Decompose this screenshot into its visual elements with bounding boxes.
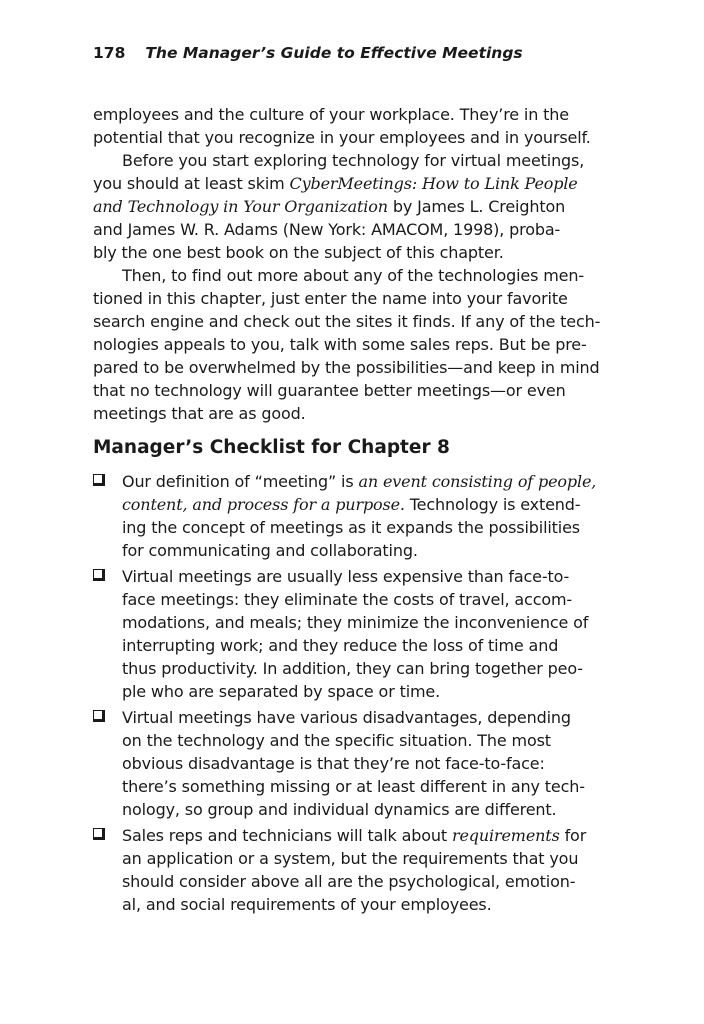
text-line [122,706,653,729]
italic-text: an event consisting of people, [358,472,597,491]
checkbox-icon [93,569,105,581]
text-segment: modations, and meals; they minimize the inconvenience of [122,613,589,632]
text-line [122,729,653,752]
text-line [122,657,653,680]
italic-text: and Technology in Your Organization [93,197,388,216]
text-segment: employees and the culture of your workplace. They’re in the [93,105,569,124]
text-line [122,824,653,847]
text-segment: should consider above all are the psychological, emotion- [122,872,576,891]
text-line [122,847,653,870]
text-line [122,775,653,798]
text-segment: an application or a system, but the requirements that you [122,849,579,868]
text-segment: for [559,826,587,845]
page-number: 178 [93,44,126,62]
text-segment: Technology is extend- [404,495,581,514]
text-line [93,356,633,379]
italic-text: CyberMeetings: How to Link People [289,174,578,193]
checklist-item [93,470,653,562]
text-line [122,798,653,821]
text-segment: Virtual meetings are usually less expensive than face-to- [122,567,570,586]
text-segment: there’s something missing or at least different in any tech- [122,777,585,796]
checkbox-icon [93,828,105,840]
text-segment: and James W. R. Adams (New York: AMACOM, 1998), proba- [93,220,561,239]
text-segment: ing the concept of meetings as it expands the possibilities [122,518,580,537]
running-header [93,44,523,62]
text-segment: nologies appeals to you, talk with some sales reps. But be pre- [93,335,587,354]
text-segment: bly the one best book on the subject of this chapter. [93,243,504,262]
text-segment: by James L. Creighton [387,197,566,216]
text-segment: nology, so group and individual dynamics are different. [122,800,557,819]
text-line [93,287,633,310]
text-segment: you should at least skim [93,174,290,193]
text-segment: Before you start exploring technology for virtual meetings, [122,151,585,170]
italic-text: requirements [451,826,560,845]
text-segment: meetings that are as good. [93,404,306,423]
checklist-item [93,565,653,703]
text-line [93,333,633,356]
text-segment: for communicating and collaborating. [122,541,418,560]
checklist-item [93,824,653,916]
text-line [122,611,653,634]
text-segment: potential that you recognize in your employees and in yourself. [93,128,591,147]
body-text [93,103,633,425]
text-line [93,218,633,241]
text-segment: Sales reps and technicians will talk about [122,826,452,845]
text-segment: that no technology will guarantee better meetings—or even [93,381,566,400]
text-line [93,195,633,218]
text-line [93,402,633,425]
text-line [93,103,633,126]
text-line [93,379,633,402]
text-line [93,264,633,287]
text-line [122,870,653,893]
text-segment: Our definition of “meeting” is [122,472,359,491]
text-line [122,588,653,611]
text-segment: search engine and check out the sites it finds. If any of the tech- [93,312,601,331]
text-line [93,126,633,149]
text-line [93,172,633,195]
section-heading: Manager’s Checklist for Chapter 8 [93,437,450,458]
text-segment: interrupting work; and they reduce the loss of time and [122,636,559,655]
text-line [122,680,653,703]
text-segment: obvious disadvantage is that they’re not face-to-face: [122,754,545,773]
text-line [93,149,633,172]
checklist [93,470,653,919]
text-segment: face meetings: they eliminate the costs of travel, accom- [122,590,573,609]
text-line [122,539,653,562]
text-segment: thus productivity. In addition, they can bring together peo- [122,659,583,678]
text-segment: on the technology and the specific situation. The most [122,731,551,750]
text-line [122,516,653,539]
text-segment: al, and social requirements of your employees. [122,895,492,914]
text-segment: ple who are separated by space or time. [122,682,441,701]
text-segment: Then, to find out more about any of the technologies men- [122,266,584,285]
text-segment: tioned in this chapter, just enter the name into your favorite [93,289,568,308]
text-segment: Virtual meetings have various disadvantages, depending [122,708,571,727]
text-line [122,565,653,588]
text-line [122,752,653,775]
text-line [122,470,653,493]
text-line [122,634,653,657]
checkbox-icon [93,474,105,486]
text-segment: pared to be overwhelmed by the possibilities—and keep in mind [93,358,600,377]
italic-text: content, and process for a purpose. [122,495,405,514]
running-title: The Manager’s Guide to Effective Meetings [145,44,523,62]
text-line [93,310,633,333]
text-line [122,493,653,516]
text-line [93,241,633,264]
text-line [122,893,653,916]
checkbox-icon [93,710,105,722]
checklist-item [93,706,653,821]
